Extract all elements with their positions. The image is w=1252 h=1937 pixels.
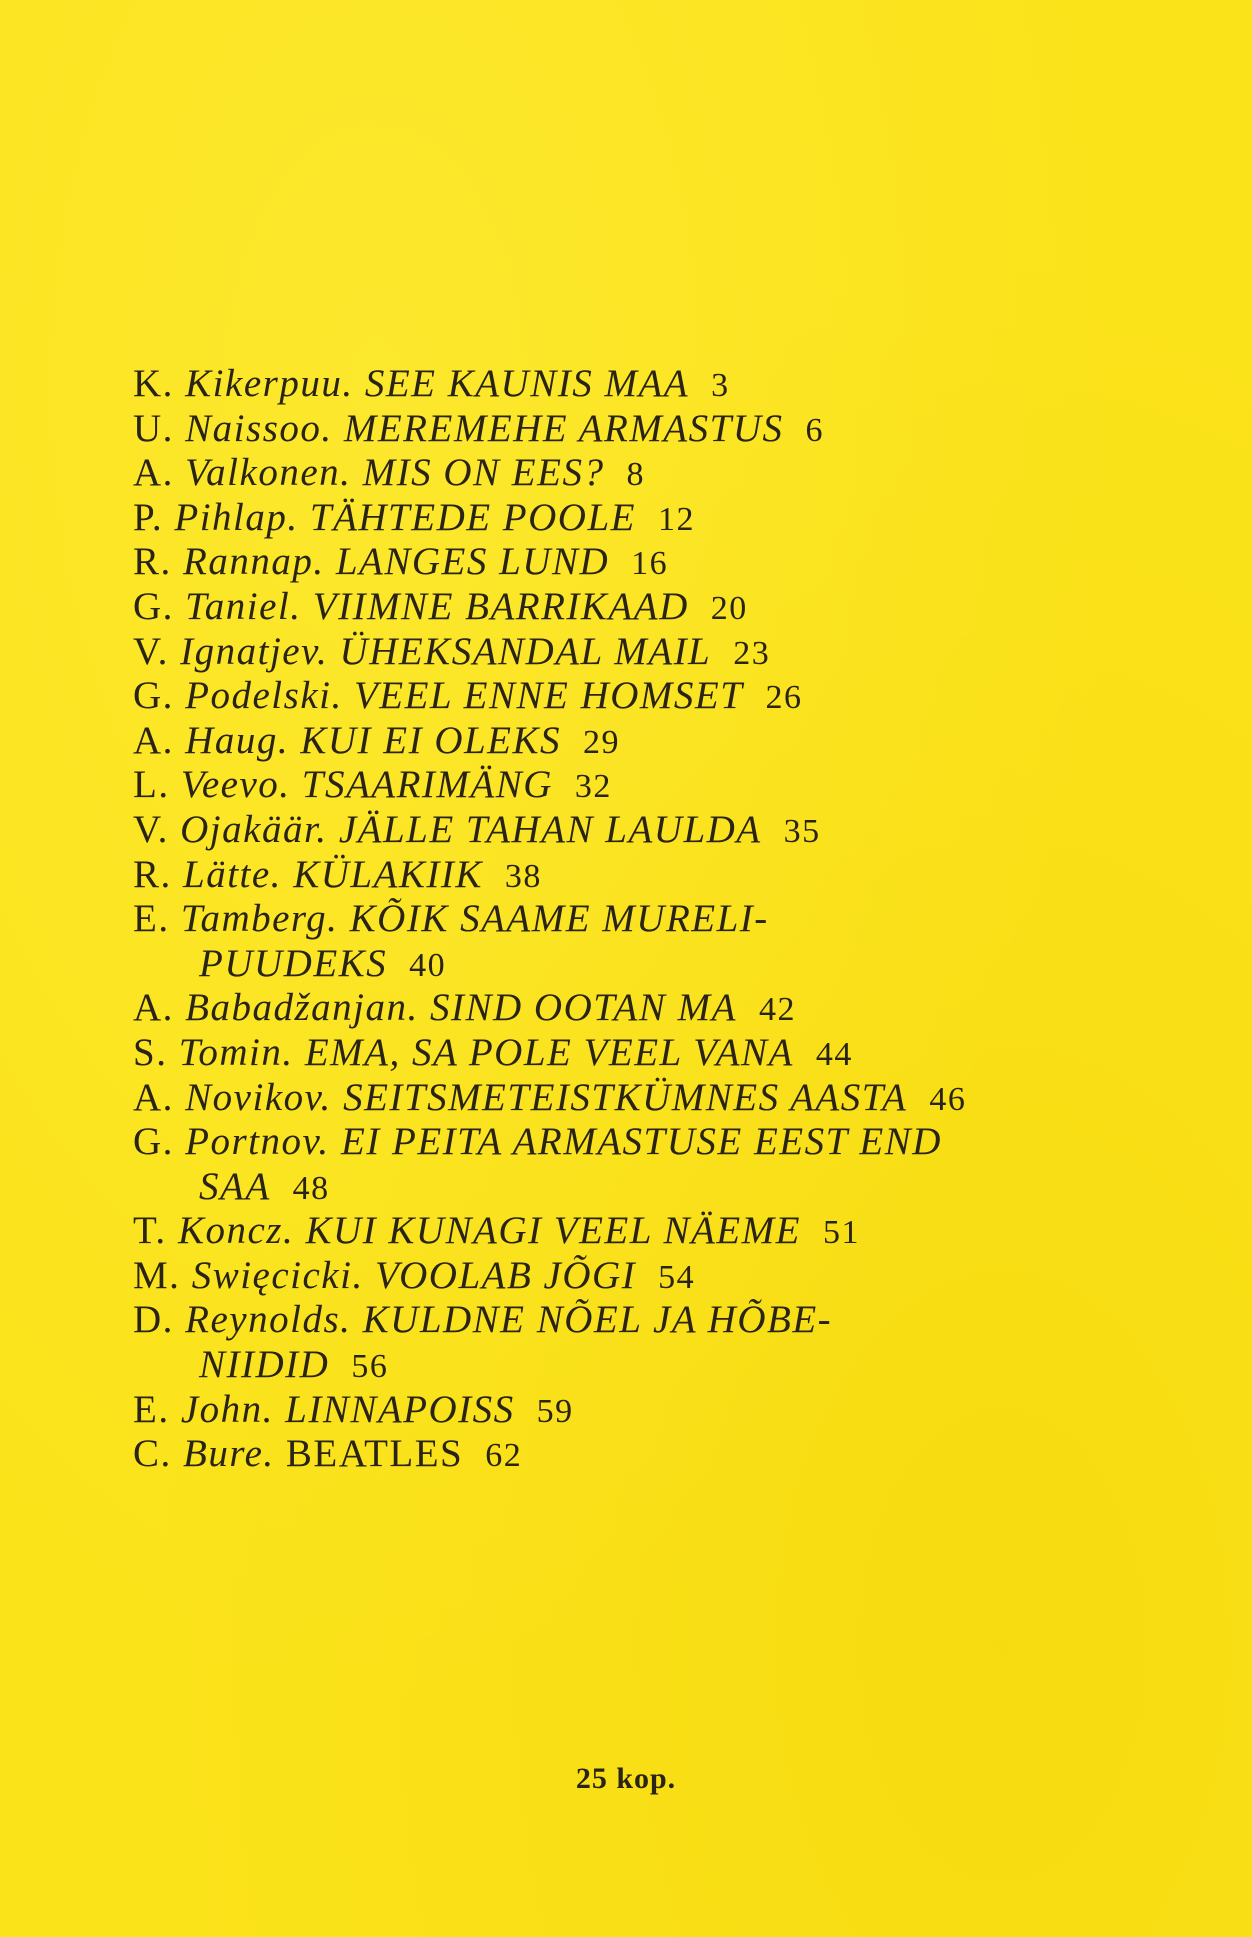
toc-author-initial: P. xyxy=(133,495,164,539)
toc-author: Valkonen. xyxy=(185,451,352,495)
toc-page-number: 16 xyxy=(631,545,669,583)
toc-page-number: 40 xyxy=(409,946,447,984)
toc-song-title: TÄHTEDE POOLE xyxy=(309,495,636,539)
toc-page-number: 3 xyxy=(711,367,730,404)
toc-entry xyxy=(133,540,1193,585)
toc-entry xyxy=(133,853,1193,898)
toc-song-title-continuation: PUUDEKS xyxy=(199,941,388,985)
toc-entry xyxy=(133,719,1193,764)
toc-author: Swięcicki. xyxy=(191,1253,364,1297)
toc-author-initial: A. xyxy=(133,1075,174,1119)
toc-author: Veevo. xyxy=(180,763,291,807)
toc-entry-continuation xyxy=(133,942,1193,987)
toc-author-initial: K. xyxy=(133,362,174,405)
toc-author-initial: C. xyxy=(133,1432,172,1476)
toc-author: Taniel. xyxy=(185,584,302,628)
toc-page-number: 51 xyxy=(822,1214,860,1252)
price-label: 25 kop. xyxy=(575,1762,677,1795)
toc-author: Lätte. xyxy=(183,852,282,896)
toc-song-title: KÕIK SAAME MURELI- xyxy=(349,897,769,941)
toc-song-title: MEREMEHE ARMASTUS xyxy=(343,406,784,450)
toc-author: Kikerpuu. xyxy=(185,362,354,405)
toc-page-number: 46 xyxy=(929,1080,967,1118)
toc-song-title: KÜLAKIIK xyxy=(293,852,483,896)
toc-entry xyxy=(133,897,1193,942)
toc-song-title: LANGES LUND xyxy=(335,540,610,584)
toc-author: Naissoo. xyxy=(185,406,333,450)
toc-entry xyxy=(133,407,1193,452)
toc-author: John. xyxy=(180,1387,274,1431)
toc-author-initial: V. xyxy=(133,629,169,673)
toc-entry xyxy=(133,1120,1193,1165)
toc-author-initial: A. xyxy=(133,451,174,495)
toc-author: Ignatjev. xyxy=(180,629,329,673)
toc-entry xyxy=(133,1209,1193,1254)
toc-page-number: 62 xyxy=(485,1437,523,1475)
toc-entry xyxy=(133,585,1193,630)
toc-author: Pihlap. xyxy=(174,495,299,539)
toc-entry xyxy=(133,1388,1193,1433)
toc-page-number: 32 xyxy=(574,768,612,806)
toc-page-number: 12 xyxy=(657,500,695,538)
toc-song-title: JÄLLE TAHAN LAULDA xyxy=(338,807,762,851)
toc-page-number: 59 xyxy=(536,1392,574,1430)
toc-entry xyxy=(133,1254,1193,1299)
toc-song-title-continuation: SAA xyxy=(199,1164,271,1208)
toc-author: Reynolds. xyxy=(185,1298,352,1342)
toc-author-initial: E. xyxy=(133,897,170,941)
toc-author-initial: G. xyxy=(133,674,174,718)
toc-song-title: ÜHEKSANDAL MAIL xyxy=(339,629,712,673)
toc-entry-continuation xyxy=(133,1165,1193,1210)
toc-entry xyxy=(133,674,1193,719)
table-of-contents xyxy=(133,362,1193,1477)
toc-song-title: VOOLAB JÕGI xyxy=(374,1253,637,1297)
toc-author-initial: A. xyxy=(133,986,174,1030)
toc-author: Podelski. xyxy=(185,674,343,718)
toc-author: Bure. xyxy=(183,1432,275,1476)
toc-song-title: VEEL ENNE HOMSET xyxy=(353,674,744,718)
toc-author-initial: G. xyxy=(133,1120,174,1164)
toc-author: Novikov. xyxy=(185,1075,332,1119)
toc-song-title: EMA, SA POLE VEEL VANA xyxy=(304,1030,794,1074)
toc-page-number: 23 xyxy=(733,634,771,672)
toc-song-title: EI PEITA ARMASTUSE EEST END xyxy=(340,1120,942,1164)
toc-song-title: KUI KUNAGI VEEL NÄEME xyxy=(305,1209,801,1253)
toc-author: Ojakäär. xyxy=(180,807,328,851)
toc-page-number: 20 xyxy=(710,589,748,627)
toc-page-number: 6 xyxy=(805,411,824,449)
toc-author-initial: T. xyxy=(133,1209,167,1253)
toc-song-title: VIIMNE BARRIKAAD xyxy=(312,584,689,628)
toc-author: Babadžanjan. xyxy=(185,986,419,1030)
toc-entry xyxy=(133,1031,1193,1076)
toc-song-title: TSAARIMÄNG xyxy=(301,763,553,807)
toc-author: Tomin. xyxy=(178,1030,294,1074)
toc-page-number: 38 xyxy=(504,857,542,895)
toc-entry xyxy=(133,630,1193,675)
toc-author-initial: V. xyxy=(133,807,169,851)
toc-entry xyxy=(133,986,1193,1031)
toc-song-title: KUI EI OLEKS xyxy=(300,718,562,762)
toc-author-initial: E. xyxy=(133,1387,170,1431)
toc-author-initial: U. xyxy=(133,406,174,450)
toc-author-initial: S. xyxy=(133,1030,168,1074)
toc-song-title: LINNAPOISS xyxy=(285,1387,515,1431)
toc-entry xyxy=(133,1076,1193,1121)
toc-page-number: 56 xyxy=(351,1348,389,1386)
toc-author-initial: L. xyxy=(133,763,170,807)
toc-page-number: 29 xyxy=(583,723,621,761)
toc-entry-continuation xyxy=(133,1343,1193,1388)
toc-song-title: SIND OOTAN MA xyxy=(430,986,737,1030)
toc-entry xyxy=(133,763,1193,808)
toc-entry xyxy=(133,808,1193,853)
toc-song-title: SEITSMETEISTKÜMNES AASTA xyxy=(343,1075,908,1119)
toc-entry xyxy=(133,1298,1193,1343)
toc-entry xyxy=(133,1432,1193,1477)
toc-song-title-continuation: NIIDID xyxy=(199,1343,330,1387)
toc-author-initial: G. xyxy=(133,584,174,628)
toc-song-title: SEE KAUNIS MAA xyxy=(364,362,690,405)
toc-entry xyxy=(133,362,1193,407)
toc-page-number: 44 xyxy=(815,1035,853,1073)
toc-author: Tamberg. xyxy=(180,897,339,941)
toc-entry xyxy=(133,451,1193,496)
toc-author: Portnov. xyxy=(185,1120,330,1164)
toc-song-title: MIS ON EES? xyxy=(362,451,605,495)
toc-author-initial: R. xyxy=(133,852,172,896)
toc-entry xyxy=(133,496,1193,541)
toc-page-number: 48 xyxy=(292,1169,330,1207)
toc-author-initial: R. xyxy=(133,540,172,584)
toc-author-initial: D. xyxy=(133,1298,174,1342)
toc-page-number: 35 xyxy=(783,812,821,850)
toc-page-number: 42 xyxy=(758,991,796,1029)
toc-page-number: 26 xyxy=(765,679,803,717)
toc-author: Koncz. xyxy=(177,1209,295,1253)
toc-song-title: BEATLES xyxy=(285,1432,464,1476)
toc-song-title: KULDNE NÕEL JA HÕBE- xyxy=(362,1298,833,1342)
toc-page-number: 8 xyxy=(626,456,645,494)
toc-author: Rannap. xyxy=(183,540,325,584)
toc-author-initial: A. xyxy=(133,718,174,762)
toc-author-initial: M. xyxy=(133,1253,181,1297)
toc-author: Haug. xyxy=(185,718,290,762)
toc-page-number: 54 xyxy=(658,1258,696,1296)
